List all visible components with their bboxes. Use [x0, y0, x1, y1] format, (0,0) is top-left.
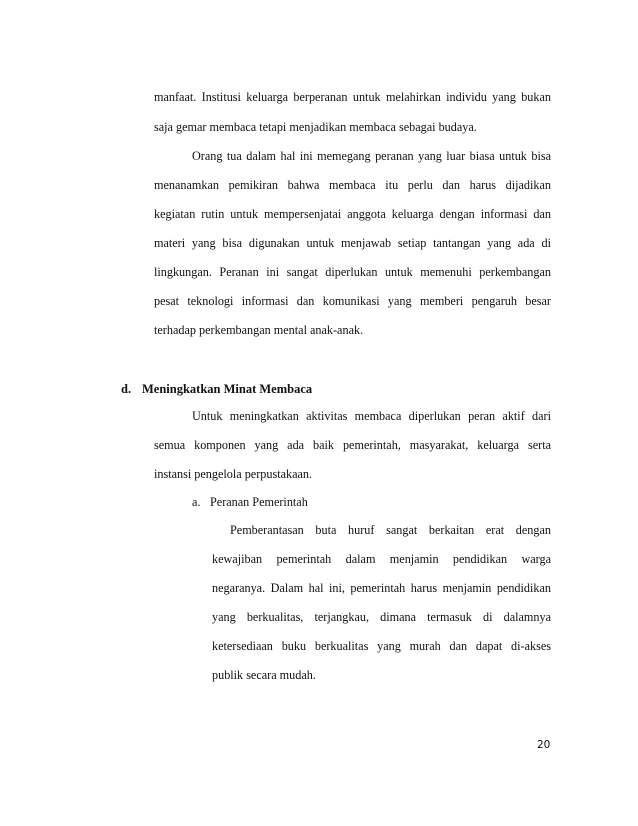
paragraph-line: saja gemar membaca tetapi menjadikan membaca sebagai budaya.: [154, 120, 477, 134]
section-heading: Meningkatkan Minat Membaca: [142, 382, 313, 396]
paragraph-line: terhadap perkembangan mental anak-anak.: [154, 323, 364, 337]
paragraph-line: kegiatan rutin untuk mempersenjatai anggota keluarga dengan informasi dan: [154, 207, 551, 221]
paragraph-line: pesat teknologi informasi dan komunikasi yang memberi pengaruh besar: [154, 294, 551, 308]
paragraph-line: negaranya. Dalam hal ini, pemerintah harus menjamin pendidikan: [212, 581, 551, 595]
paragraph-line: publik secara mudah.: [212, 668, 316, 682]
paragraph-line: Pemberantasan buta huruf sangat berkaitan erat dengan: [230, 523, 551, 537]
paragraph-line: semua komponen yang ada baik pemerintah, masyarakat, keluarga serta: [154, 438, 551, 452]
paragraph-line: kewajiban pemerintah dalam menjamin pendidikan warga: [212, 552, 551, 566]
paragraph-line: instansi pengelola perpustakaan.: [154, 467, 313, 481]
section-marker: d.: [121, 382, 132, 396]
paragraph-line: menanamkan pemikiran bahwa membaca itu perlu dan harus dijadikan: [154, 178, 551, 192]
paragraph-line: Orang tua dalam hal ini memegang peranan yang luar biasa untuk bisa: [192, 149, 551, 163]
subsection-heading: Peranan Pemerintah: [210, 495, 308, 509]
paragraph-line: yang berkualitas, terjangkau, dimana termasuk di dalamnya: [212, 610, 551, 624]
subsection-marker: a.: [192, 495, 201, 509]
paragraph-line: manfaat. Institusi keluarga berperanan untuk melahirkan individu yang bukan: [154, 90, 551, 104]
page-number: 20: [537, 739, 551, 751]
paragraph-line: materi yang bisa digunakan untuk menjawab setiap tantangan yang ada di: [154, 236, 551, 250]
paragraph-line: lingkungan. Peranan ini sangat diperlukan untuk memenuhi perkembangan: [154, 265, 551, 279]
paragraph-line: Untuk meningkatkan aktivitas membaca diperlukan peran aktif dari: [192, 409, 551, 423]
paragraph-line: ketersediaan buku berkualitas yang murah dan dapat di-akses: [212, 639, 551, 653]
